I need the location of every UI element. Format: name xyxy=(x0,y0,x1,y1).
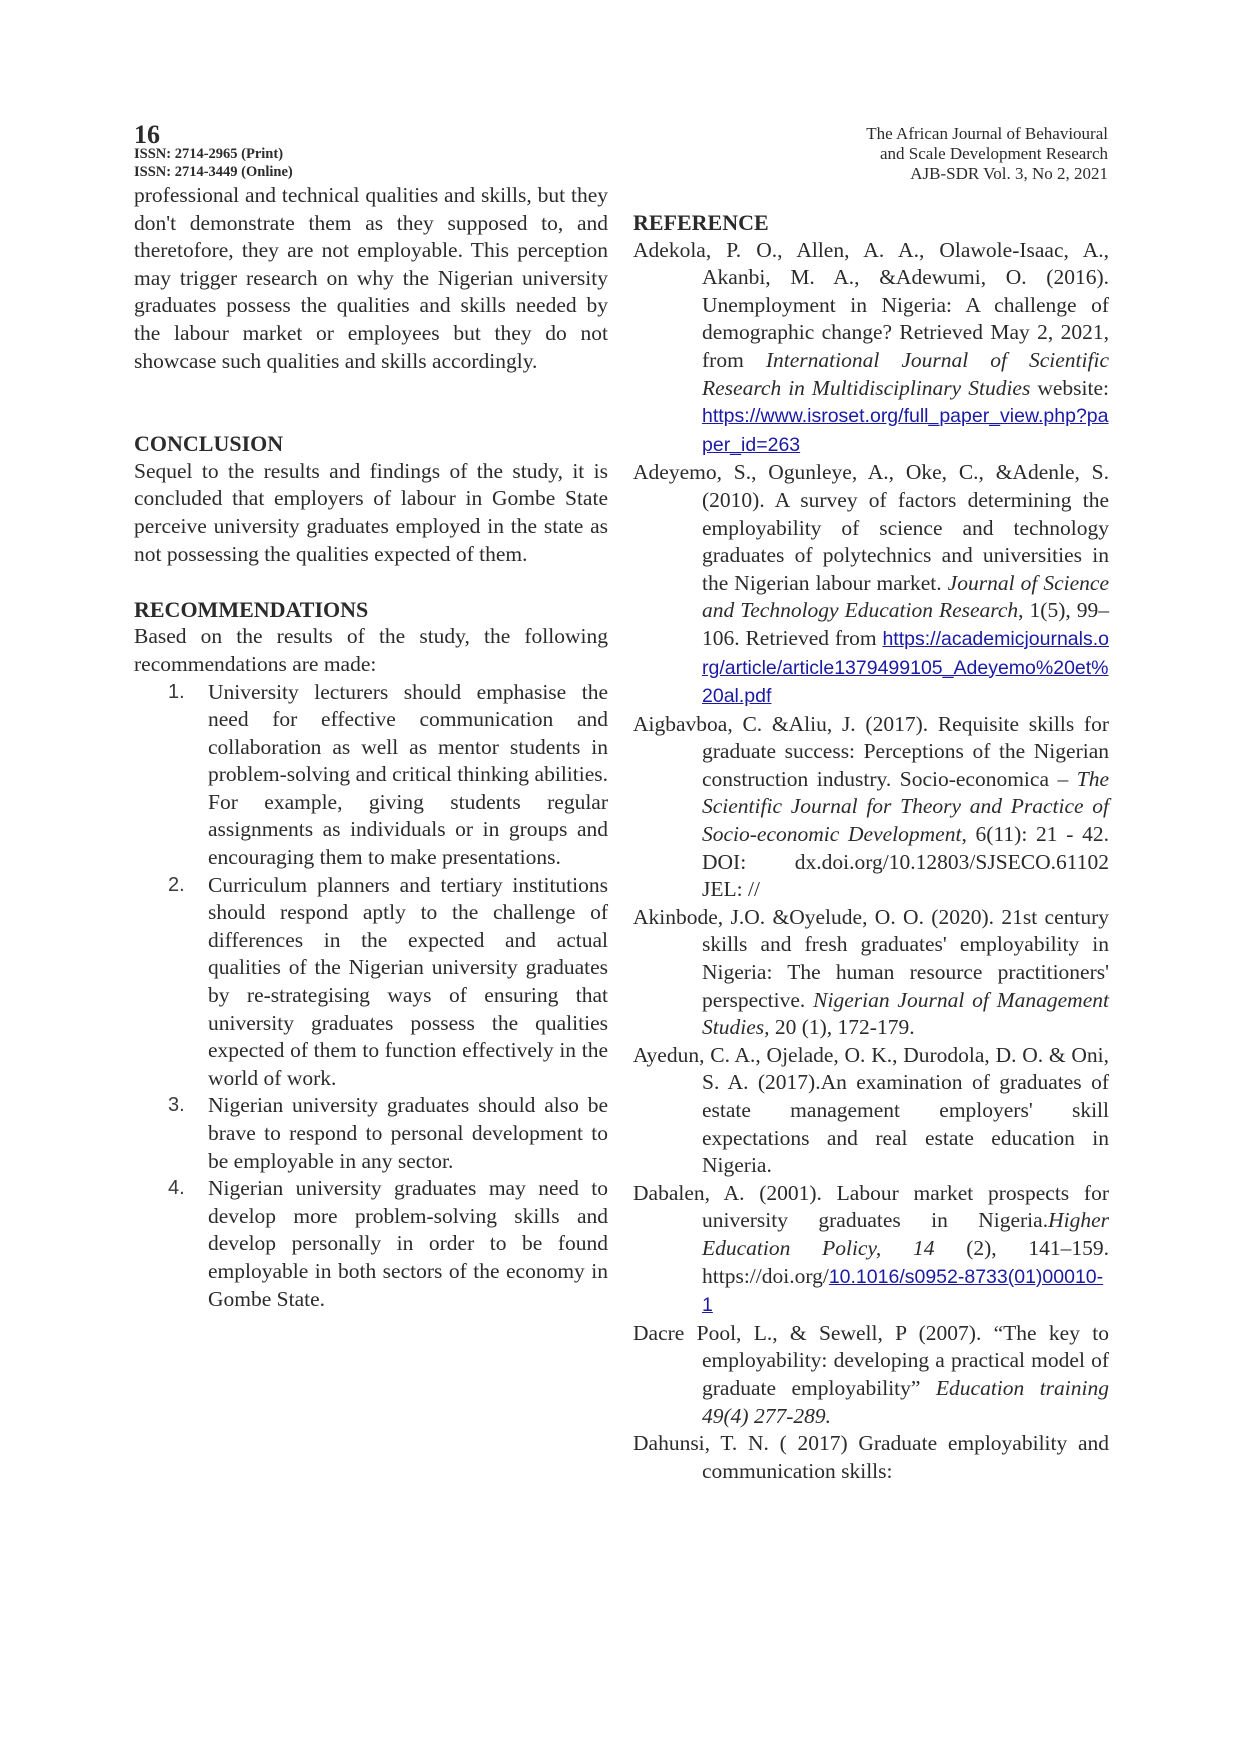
reference-journal: International Journal of Scientific Research in Multidisciplinary Studies xyxy=(702,347,1109,400)
issn-print: ISSN: 2714-2965 (Print) xyxy=(134,146,284,162)
reference-text-tail: 20 (1), 172-179. xyxy=(769,1015,915,1040)
recommendation-number: 3. xyxy=(168,1094,185,1117)
reference-text: Adekola, P. O., Allen, A. A., Olawole-Isaac, A., Akanbi, M. A., &Adewumi, O. (2016). Unemployment in Nigeria: A challenge of demographic change? Retrieved May 2, 2021, from xyxy=(633,237,1109,372)
recommendations-intro: Based on the results of the study, the following recommendations are made: xyxy=(134,624,608,676)
reference-link[interactable]: https://www.isroset.org/full_paper_view.php?paper_id=263 xyxy=(702,405,1109,456)
reference-text: Akinbode, J.O. &Oyelude, O. O. (2020). 21st century skills and fresh graduates' employability in Nigeria: The human resource practitioners' perspective. xyxy=(633,904,1109,1012)
journal-title-line2: and Scale Development Research xyxy=(880,144,1108,163)
page-number: 16 xyxy=(134,120,160,149)
conclusion-text: Sequel to the results and findings of the study, it is concluded that employers of labour in Gombe State perceive university graduates employed in the state as not possessing the qualities expected of them. xyxy=(134,458,608,566)
reference-entry xyxy=(633,1042,1109,1180)
reference-entry xyxy=(633,459,1109,710)
right-column xyxy=(633,209,1109,1485)
reference-entry xyxy=(633,904,1109,1042)
spacer xyxy=(134,375,608,430)
journal-header xyxy=(866,124,1108,184)
reference-text-tail: website: xyxy=(1030,375,1109,400)
reference-text: Aigbavboa, C. &Aliu, J. (2017). Requisite skills for graduate success: Perceptions of the Nigerian construction industry. Socio-economica – xyxy=(633,711,1109,791)
recommendation-text: Nigerian university graduates may need to develop more problem-solving skills and develop personally in order to be found employable in both sectors of the economy in Gombe State. xyxy=(208,1176,608,1311)
reference-text-tail: , 6(11): 21 - 42. DOI: dx.doi.org/10.12803/SJSECO.61102 JEL: // xyxy=(702,822,1109,902)
reference-journal: Education training 49(4) 277-289. xyxy=(702,1375,1109,1428)
recommendation-text: Curriculum planners and tertiary institutions should respond aptly to the challenge of differences in the expected and actual qualities of the Nigerian university graduates by re-strategising ways of ensuring that university graduates possess the qualities expected of them to function effectively in the world of work. xyxy=(208,872,608,1090)
reference-heading: REFERENCE xyxy=(633,210,769,235)
recommendation-number: 2. xyxy=(168,873,185,896)
reference-link[interactable]: https://academicjournals.org/article/article1379499105_Adeyemo%20et%20al.pdf xyxy=(702,627,1109,708)
recommendation-text: Nigerian university graduates should also be brave to respond to personal development to be employable in any sector. xyxy=(208,1093,608,1173)
conclusion-heading: CONCLUSION xyxy=(134,431,284,457)
left-column xyxy=(134,182,608,1313)
recommendation-item xyxy=(168,679,608,872)
recommendation-item xyxy=(168,1175,608,1313)
recommendation-number: 1. xyxy=(168,680,185,703)
reference-journal: The Scientific Journal for Theory and Practice of Socio-economic Development xyxy=(702,766,1109,847)
recommendations-heading: RECOMMENDATIONS xyxy=(134,596,369,622)
reference-text: Adeyemo, S., Ogunleye, A., Oke, C., &Adenle, S. (2010). A survey of factors determining the employability of science and technology graduates of polytechnics and universities in the Nigerian labour market. xyxy=(633,460,1109,595)
recommendation-number: 4. xyxy=(168,1177,185,1200)
spacer xyxy=(134,568,608,596)
reference-entry xyxy=(633,711,1109,904)
journal-volume: AJB-SDR Vol. 3, No 2, 2021 xyxy=(910,164,1108,183)
reference-text-tail: (2), 141–159. https://doi.org/ xyxy=(702,1235,1109,1288)
reference-text: Dahunsi, T. N. ( 2017) Graduate employability and communication skills: xyxy=(633,1431,1109,1483)
recommendation-item xyxy=(168,1092,608,1175)
reference-journal: Journal of Science and Technology Education Research xyxy=(702,570,1109,623)
reference-entry xyxy=(633,1180,1109,1320)
recommendations-list xyxy=(134,679,608,1314)
journal-title-line1: The African Journal of Behavioural xyxy=(866,124,1108,143)
reference-text-tail: , 1(5), 99–106. Retrieved from xyxy=(702,598,1109,650)
issn-online: ISSN: 2714-3449 (Online) xyxy=(134,164,293,180)
recommendation-text: University lecturers should emphasise the need for effective communication and collaboration as well as mentor students in problem-solving and critical thinking abilities. For example, giving students regular assignments as individuals or in groups and encouraging them to make presentations. xyxy=(208,679,608,870)
reference-entry xyxy=(633,1430,1109,1485)
reference-text: Ayedun, C. A., Ojelade, O. K., Durodola, D. O. & Oni, S. A. (2017).An examination of graduates of estate management employers' skill expectations and real estate education in Nigeria. xyxy=(633,1042,1109,1178)
reference-entry xyxy=(633,237,1109,460)
reference-entry xyxy=(633,1320,1109,1430)
recommendation-item xyxy=(168,872,608,1093)
reference-journal: Higher Education Policy, 14 xyxy=(702,1208,1109,1260)
intro-paragraph: professional and technical qualities and skills, but they don't demonstrate them as they supposed to, and theretofore, they are not employable. This perception may trigger research on why the Nigerian university graduates possess the qualities and skills needed by the labour market or employees but they do not showcase such qualities and skills accordingly. xyxy=(134,183,608,373)
reference-text: Dacre Pool, L., & Sewell, P (2007). “The key to employability: developing a practical model of graduate employability” xyxy=(633,1320,1109,1400)
reference-link[interactable]: 10.1016/s0952-8733(01)00010-1 xyxy=(702,1265,1104,1317)
reference-journal: Nigerian Journal of Management Studies, xyxy=(702,987,1109,1040)
reference-text: Dabalen, A. (2001). Labour market prospects for university graduates in Nigeria. xyxy=(633,1180,1109,1233)
